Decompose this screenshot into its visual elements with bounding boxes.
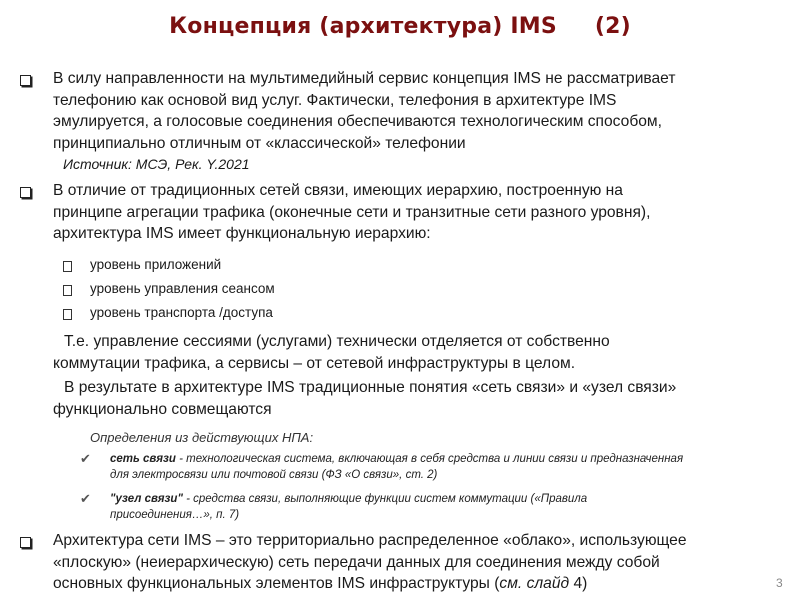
continuation-line-3: В результате в архитектуре IMS традиционные понятия «сеть связи» и «узел связи» — [64, 379, 677, 396]
bullet-3-text — [53, 530, 783, 595]
slide-reference-number: 4 — [573, 575, 583, 592]
sub-bullet-icon — [63, 309, 72, 320]
bullet-3-line-2: «плоскую» (неиерархическую) сеть передачи данных для соединения между собой — [53, 553, 660, 571]
definition-text: - средства связи, выполняющие функции систем коммутации («Правила — [182, 493, 588, 505]
checkmark-icon: ✔ — [80, 491, 91, 506]
continuation-line-2: коммутации трафика, а сервисы – от сетевой инфраструктуры в целом. — [53, 354, 576, 372]
checkbox-bullet-icon — [20, 75, 31, 86]
bullet-1-text — [53, 68, 783, 176]
bullet-2-line-2: принципе агрегации трафика (оконечные сети и транзитные сети разного уровня), — [53, 203, 651, 221]
definition-node — [110, 492, 780, 523]
checkbox-bullet-icon — [20, 537, 31, 548]
slide-title — [0, 14, 800, 39]
definition-text: присоединения…», п. 7) — [110, 508, 240, 521]
bullet-2-text — [53, 180, 783, 245]
definition-term: сеть связи — [110, 453, 176, 465]
sub-bullet-icon — [63, 285, 72, 296]
continuation-line-4: функционально совмещаются — [53, 400, 272, 418]
slide-reference: см. слайд — [499, 575, 574, 592]
definition-text: для электросвязи или почтовой связи (ФЗ «О связи», ст. 2) — [110, 468, 438, 481]
title-number: (2) — [594, 14, 631, 39]
sub-item-session-control: уровень управления сеансом — [90, 281, 275, 296]
sub-item-transport: уровень транспорта /доступа — [90, 305, 273, 320]
checkmark-icon: ✔ — [80, 451, 91, 466]
bullet-3-line-3 — [53, 573, 783, 595]
title-text: Концепция (архитектура) IMS — [169, 14, 557, 39]
bullet-1-line-2: телефонию как основой вид услуг. Фактически, телефония в архитектуре IMS — [53, 91, 617, 109]
page-number: 3 — [776, 576, 783, 590]
source-citation: Источник: МСЭ, Рек. Y.2021 — [63, 156, 250, 172]
definition-network — [110, 452, 780, 483]
bullet-2-line-3: архитектура IMS имеет функциональную иерархию: — [53, 225, 431, 242]
definition-term: "узел связи" — [110, 493, 183, 505]
continuation-line-1: Т.е. управление сессиями (услугами) технически отделяется от собственно — [64, 333, 610, 350]
sub-item-applications: уровень приложений — [90, 257, 222, 272]
checkbox-bullet-icon — [20, 187, 31, 198]
definition-text: - технологическая система, включающая в себя средства и линии связи и предназначенная — [175, 453, 684, 465]
definitions-heading: Определения из действующих НПА: — [90, 430, 314, 445]
line-text: ) — [582, 575, 588, 592]
bullet-1-line-4: принципиально отличным от «классической» телефонии — [53, 134, 466, 152]
bullet-3-line-1: Архитектура сети IMS – это территориально распределенное «облако», использующее — [53, 532, 687, 549]
sub-bullet-icon — [63, 261, 72, 272]
bullet-1-line-1: В силу направленности на мультимедийный сервис концепция IMS не рассматривает — [53, 70, 676, 87]
bullet-2-line-1: В отличие от традиционных сетей связи, имеющих иерархию, построенную на — [53, 182, 623, 199]
continuation-text — [53, 331, 783, 420]
line-text: основных функциональных элементов IMS инфраструктуры ( — [53, 575, 500, 592]
bullet-1-line-3: эмулируется, а голосовые соединения обеспечиваются технологическим способом, — [53, 113, 662, 130]
